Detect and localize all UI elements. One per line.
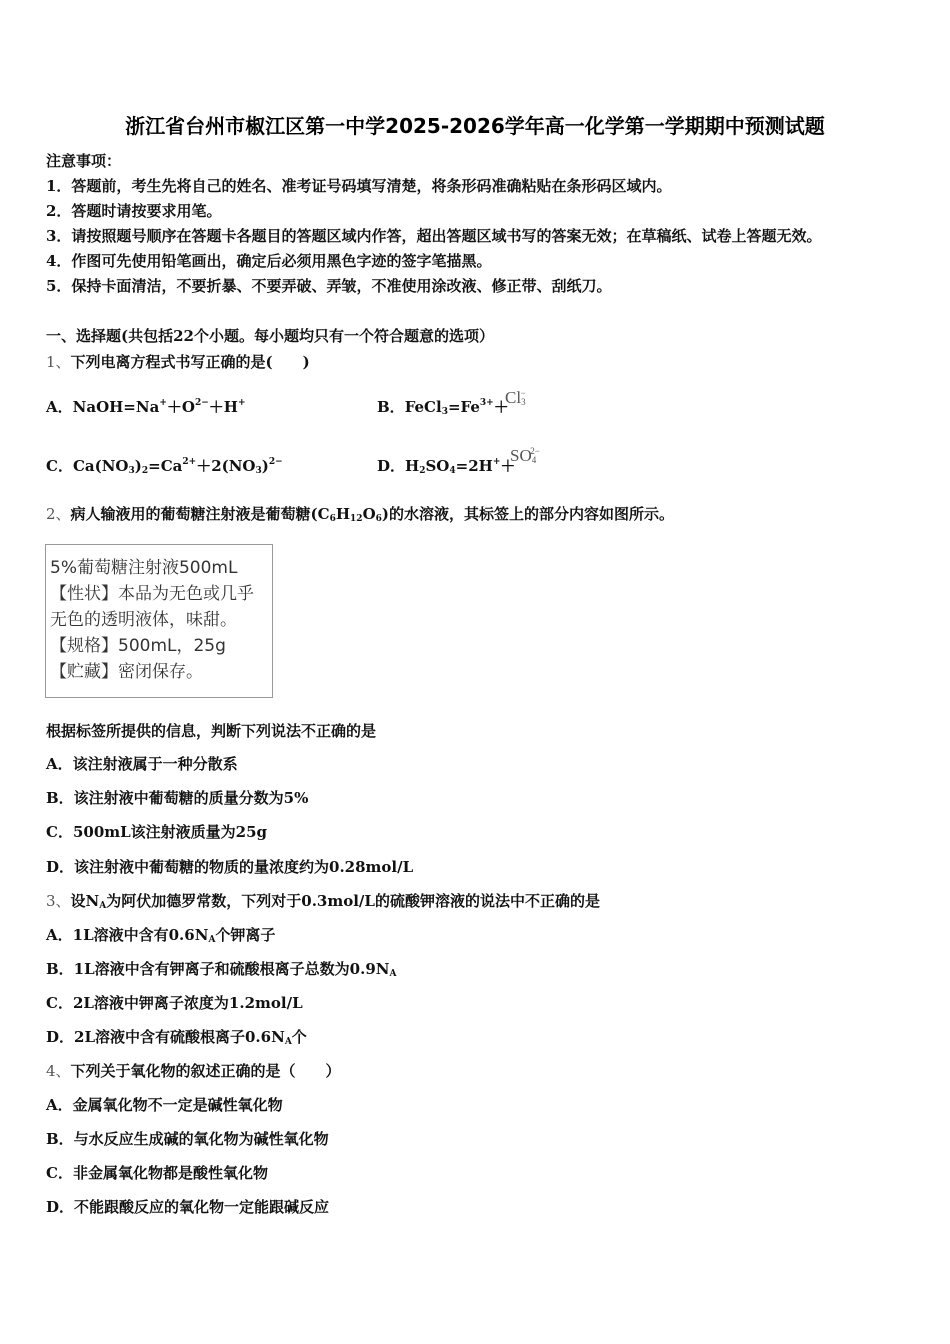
q1-option-b: B．$FeCl_3=Fe^{3+}+$ [377,398,509,417]
q4-option-d: D．不能跟酸反应的氧化物一定能跟碱反应 [46,1198,330,1216]
label-line: 【性状】本品为无色或几乎 [50,584,254,604]
q4-option-b: B．与水反应生成碱的氧化物为碱性氧化物 [46,1130,329,1148]
q1-b-chloride-image: $Cl_3^-$ [505,388,526,407]
notice-item: 2．答题时请按要求用笔。 [46,202,222,220]
section-heading: 一、选择题(共包括22个小题。每小题均只有一个符合题意的选项） [46,327,494,345]
q1-option-a: A．$NaOH=Na^++O^{2-}+H^+$ [46,398,246,416]
q4-option-c: C．非金属氧化物都是酸性氧化物 [46,1164,268,1182]
q3-option-b: B．1L溶液中含有钾离子和硫酸根离子总数为$0.9N_A$ [46,960,397,979]
notice-item: 5．保持卡面清洁，不要折暴、不要弄破、弄皱，不准使用涂改液、修正带、刮纸刀。 [46,277,612,295]
question-4-stem: 4、下列关于氧化物的叙述正确的是（ ） [46,1062,341,1080]
q2-option-b: B．该注射液中葡萄糖的质量分数为5% [46,789,309,807]
notice-item: 4．作图可先使用铅笔画出，确定后必须用黑色字迹的签字笔描黑。 [46,252,492,270]
q1-option-d: D．$H_2SO_4=2H^++$ [377,457,516,476]
q1-option-c: C．$Ca(NO_3)_2=Ca^{2+}+2(NO_3)^{2-}$ [46,457,283,476]
glucose-label-image [45,544,273,698]
q3-option-a: A．1L溶液中含有$0.6N_A$个钾离子 [46,926,276,945]
q2-option-d: D．该注射液中葡萄糖的物质的量浓度约为0.28mol/L [46,858,414,876]
notice-heading: 注意事项： [46,152,122,170]
q3-option-d: D．2L溶液中含有硫酸根离子$0.6N_A$个 [46,1028,307,1047]
label-line: 无色的透明液体，味甜。 [50,610,237,630]
page-title: 浙江省台州市椒江区第一中学2025-2026学年高一化学第一学期期中预测试题 [125,114,825,138]
q2-prompt: 根据标签所提供的信息，判断下列说法不正确的是 [46,722,377,740]
notice-item: 3．请按照题号顺序在答题卡各题目的答题区域内作答，超出答题区域书写的答案无效；在草稿纸、试卷上答题无效。 [46,227,822,245]
question-2-stem: 2、病人输液用的葡萄糖注射液是葡萄糖$(C_6H_{12}O_6)$的水溶液，其标签上的部分内容如图所示。 [46,505,675,524]
question-3-stem: 3、设$N_A$为阿伏加德罗常数，下列对于0.3mol/L的硫酸钾溶液的说法中不正确的是 [46,892,600,911]
q2-option-c: C．500mL该注射液质量为25g [46,823,268,841]
notice-item: 1．答题前，考生先将自己的姓名、准考证号码填写清楚，将条形码准确粘贴在条形码区域内。 [46,177,672,195]
q4-option-a: A．金属氧化物不一定是碱性氧化物 [46,1096,283,1114]
q2-option-a: A．该注射液属于一种分散系 [46,755,238,773]
q1-d-sulfate-image: $SO_4^{2-}$ [510,446,540,465]
label-line: 【规格】500mL，25g [50,636,226,656]
label-line: 5%葡萄糖注射液500mL [50,558,238,578]
question-1-stem: 1、下列电离方程式书写正确的是( ) [46,353,310,371]
label-line: 【贮藏】密闭保存。 [50,662,203,682]
q3-option-c: C．2L溶液中钾离子浓度为1.2mol/L [46,994,303,1012]
